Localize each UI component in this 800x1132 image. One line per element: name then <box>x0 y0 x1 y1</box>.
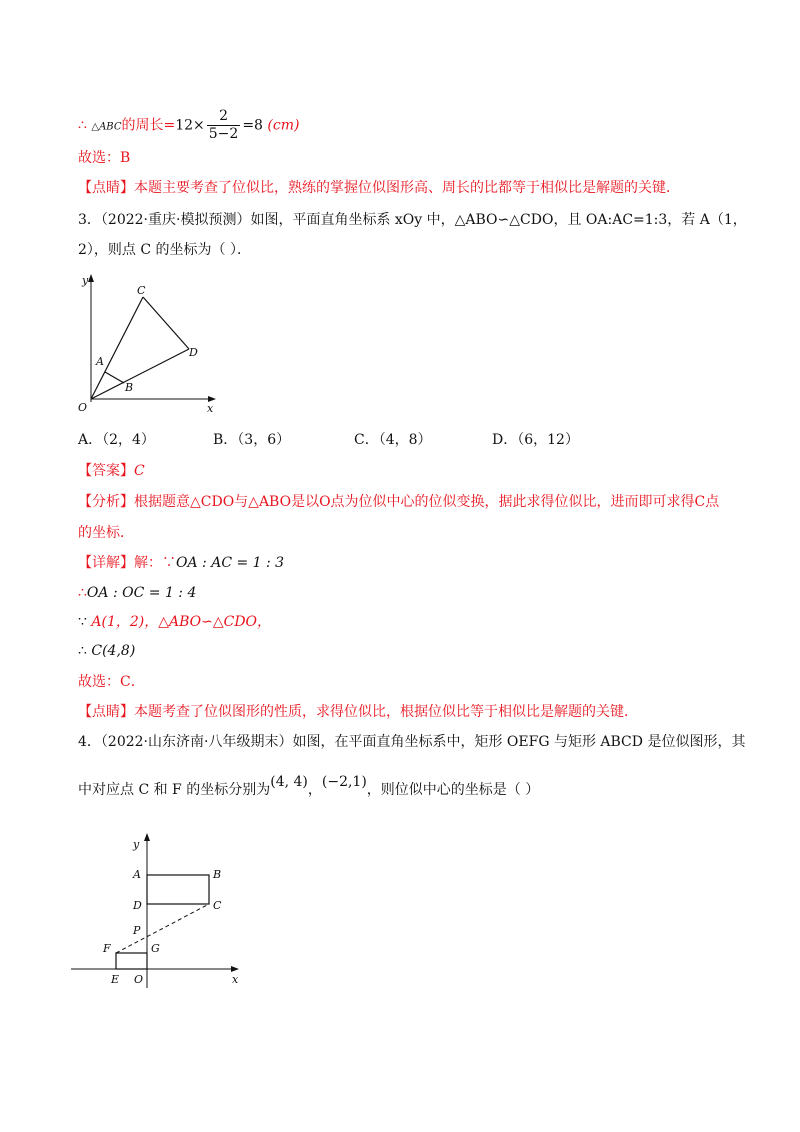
q4-number: 4． <box>78 734 101 750</box>
q3-label-d: D <box>189 346 198 359</box>
comment-text: 本题主要考查了位似比，熟练的掌握位似图形高、周长的比都等于相似比是解题的关键． <box>134 180 680 196</box>
perimeter-text: 的周长= <box>121 117 176 134</box>
q3-option-a[interactable]: A．（2，4） <box>78 432 155 448</box>
coord-f: (−2,1) <box>321 774 367 790</box>
q4-source: （2022·山东济南·八年级期末） <box>100 734 293 750</box>
q3-analysis-line-1 <box>78 492 719 512</box>
unit-cm: (cm) <box>267 117 300 134</box>
q4-label-y: y <box>133 838 140 851</box>
q4-dashed-line-fc <box>116 904 209 953</box>
q3-answer <box>78 461 145 481</box>
q3-detail-line-3 <box>78 612 271 632</box>
q4-label-g: G <box>151 942 160 955</box>
q4-x-arrow <box>231 966 239 972</box>
analysis-tag: 【分析】 <box>78 494 134 510</box>
q3-stem-line-1 <box>78 210 747 230</box>
comment-tag: 【点睛】 <box>78 180 134 196</box>
because-symbol: ∵ <box>78 614 87 630</box>
q3-detail-line-4 <box>78 641 135 661</box>
detail-math-4: C(4,8) <box>91 643 136 659</box>
q3-label-a: A <box>96 355 104 368</box>
q4-stem-1: 如图，在平面直角坐标系中，矩形 OEFG 与矩形 ABCD 是位似图形，其 <box>292 734 746 750</box>
q3-y-arrow <box>88 274 94 282</box>
q2-choice: 故选：B <box>78 150 131 166</box>
q4-label-f: F <box>103 942 111 955</box>
separator: ， <box>307 782 322 798</box>
q2-comment <box>78 178 680 198</box>
q3-option-c[interactable]: C．（4，8） <box>354 432 432 448</box>
q3-detail-line-2 <box>78 583 196 603</box>
comment-text-2: 本题考查了位似图形的性质，求得位似比，根据位似比等于相似比是解题的关键． <box>134 704 638 720</box>
answer-value: C <box>134 463 145 479</box>
q3-choice: 故选：C． <box>78 674 145 690</box>
comment-tag-2: 【点睛】 <box>78 704 134 720</box>
q4-y-arrow <box>144 833 150 841</box>
detail-text-1: 解：∵ <box>134 555 176 571</box>
q4-label-d: D <box>133 899 142 912</box>
q3-source: （2022·重庆·模拟预测） <box>100 212 251 228</box>
q3-label-y: y <box>82 274 89 287</box>
q2-perimeter-line <box>78 108 299 143</box>
q4-label-b: B <box>213 868 222 881</box>
detail-text-3: A(1，2)，△ABO∽△CDO， <box>91 614 272 630</box>
q3-figure <box>74 270 234 415</box>
therefore-symbol-4: ∴ <box>78 643 87 659</box>
analysis-text-1: 根据题意△CDO与△ABO是以O点为位似中心的位似变换，据此求得位似比，进而即可求得C点 <box>134 494 720 510</box>
q4-figure <box>66 828 246 990</box>
q4-stem-line-2 <box>78 774 540 800</box>
fraction-denominator: 5−2 <box>208 126 239 142</box>
therefore-symbol: ∴ <box>78 117 87 134</box>
detail-tag: 【详解】 <box>78 555 134 571</box>
q3-comment <box>78 702 638 722</box>
q4-label-a: A <box>133 868 141 881</box>
q3-segment-ab <box>105 372 124 383</box>
q3-number: 3． <box>78 212 101 228</box>
q4-stem-2b: ，则位似中心的坐标是（ ） <box>366 782 540 798</box>
q4-label-o: O <box>134 973 144 986</box>
q4-label-e: E <box>111 973 120 986</box>
q3-label-c: C <box>137 284 146 297</box>
q4-label-x: x <box>232 973 239 986</box>
q3-label-o: O <box>78 401 88 414</box>
detail-math-1: OA : AC = 1 : 3 <box>176 555 285 571</box>
q3-segment-od <box>91 349 189 399</box>
q3-stem-1: 如图，平面直角坐标系 xOy 中，△ABO∽△CDO，且 OA:AC=1:3，若 A（1， <box>250 212 747 228</box>
q4-stem-line-1 <box>78 732 745 752</box>
q3-options <box>78 430 718 450</box>
q3-option-d[interactable]: D．（6，12） <box>492 432 579 448</box>
fraction <box>207 108 241 143</box>
q3-segment-oc <box>91 297 143 399</box>
formula-right: =8 <box>242 117 263 134</box>
fraction-numerator: 2 <box>207 108 241 126</box>
q3-label-x: x <box>207 402 214 415</box>
answer-tag: 【答案】 <box>78 463 134 479</box>
q4-rect-oefg <box>116 953 147 969</box>
q3-segment-cd <box>143 297 189 349</box>
q3-analysis-text-2: 的坐标． <box>78 525 134 541</box>
q4-stem-2a: 中对应点 C 和 F 的坐标分别为 <box>78 782 271 798</box>
q3-label-b: B <box>125 381 134 394</box>
q4-label-c: C <box>213 899 222 912</box>
q3-option-b[interactable]: B．（3，6） <box>213 432 291 448</box>
q3-stem-2: 2），则点 C 的坐标为（ ）． <box>78 242 251 258</box>
therefore-symbol-2: ∴ <box>78 585 87 601</box>
formula-left: 12× <box>175 117 205 134</box>
q4-rect-abcd <box>147 875 209 904</box>
q3-detail-line-1 <box>78 553 284 573</box>
triangle-label: △ABC <box>91 121 122 133</box>
detail-math-2: OA : OC = 1 : 4 <box>86 585 197 601</box>
q4-label-p: P <box>133 924 141 937</box>
coord-c: (4, 4) <box>270 774 308 790</box>
